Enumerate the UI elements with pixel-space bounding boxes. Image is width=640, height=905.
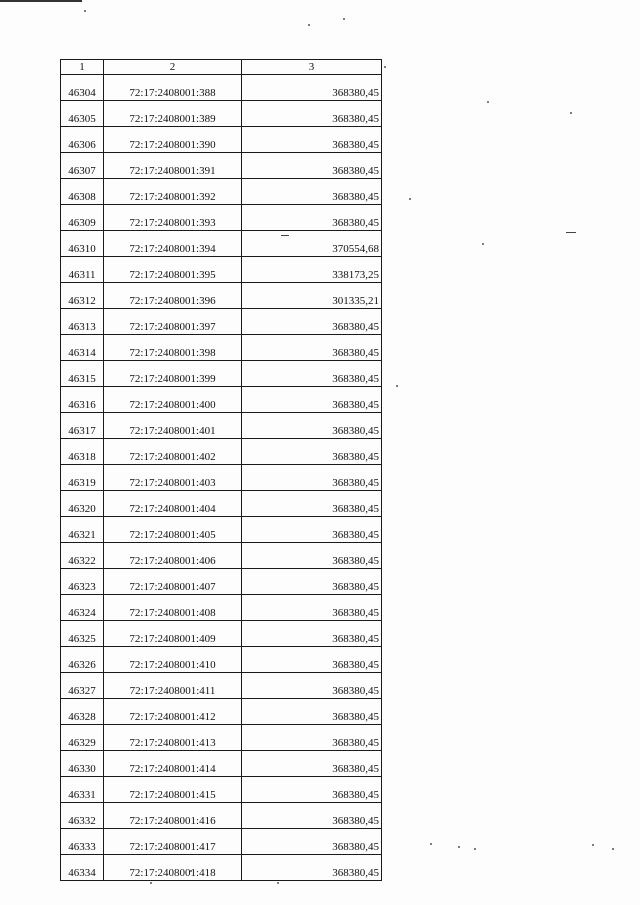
table-row bbox=[61, 465, 382, 491]
scan-speck bbox=[482, 243, 484, 245]
scan-speck bbox=[84, 10, 86, 12]
row-number-cell: 46330 bbox=[61, 751, 104, 777]
table-row bbox=[61, 491, 382, 517]
table-row bbox=[61, 803, 382, 829]
cadastral-number-cell: 72:17:2408001:401 bbox=[104, 413, 242, 439]
table-header-row bbox=[61, 60, 382, 75]
cadastral-value-cell: 368380,45 bbox=[242, 153, 382, 179]
row-number-cell: 46306 bbox=[61, 127, 104, 153]
cadastral-number-cell: 72:17:2408001:411 bbox=[104, 673, 242, 699]
row-number-cell: 46307 bbox=[61, 153, 104, 179]
row-number-cell: 46332 bbox=[61, 803, 104, 829]
table-row bbox=[61, 205, 382, 231]
table-row bbox=[61, 751, 382, 777]
table-row bbox=[61, 101, 382, 127]
cadastral-value-cell: 368380,45 bbox=[242, 517, 382, 543]
row-number-cell: 46310 bbox=[61, 231, 104, 257]
row-number-cell: 46323 bbox=[61, 569, 104, 595]
table-row bbox=[61, 335, 382, 361]
cadastral-number-cell: 72:17:2408001:418 bbox=[104, 855, 242, 881]
scan-speck bbox=[474, 848, 476, 850]
scan-speck bbox=[150, 882, 152, 884]
table-row bbox=[61, 595, 382, 621]
table-row bbox=[61, 517, 382, 543]
cadastral-number-cell: 72:17:2408001:407 bbox=[104, 569, 242, 595]
table-row bbox=[61, 439, 382, 465]
cadastral-value-cell: 368380,45 bbox=[242, 621, 382, 647]
cadastral-number-cell: 72:17:2408001:392 bbox=[104, 179, 242, 205]
scan-speck bbox=[396, 385, 398, 387]
cadastral-number-cell: 72:17:2408001:403 bbox=[104, 465, 242, 491]
scan-speck bbox=[343, 18, 345, 20]
row-number-cell: 46331 bbox=[61, 777, 104, 803]
row-number-cell: 46329 bbox=[61, 725, 104, 751]
cadastral-value-cell: 368380,45 bbox=[242, 699, 382, 725]
cadastral-number-cell: 72:17:2408001:395 bbox=[104, 257, 242, 283]
scan-speck bbox=[458, 846, 460, 848]
table-row bbox=[61, 283, 382, 309]
table-row bbox=[61, 855, 382, 881]
row-number-cell: 46315 bbox=[61, 361, 104, 387]
table-row bbox=[61, 829, 382, 855]
cadastral-value-cell: 368380,45 bbox=[242, 595, 382, 621]
scan-speck bbox=[612, 848, 614, 850]
cadastral-number-cell: 72:17:2408001:402 bbox=[104, 439, 242, 465]
cadastral-number-cell: 72:17:2408001:389 bbox=[104, 101, 242, 127]
cadastral-number-cell: 72:17:2408001:390 bbox=[104, 127, 242, 153]
cadastral-value-cell: 368380,45 bbox=[242, 725, 382, 751]
cadastral-number-cell: 72:17:2408001:394 bbox=[104, 231, 242, 257]
table-row bbox=[61, 179, 382, 205]
table-row bbox=[61, 543, 382, 569]
cadastral-value-cell: 370554,68 bbox=[242, 231, 382, 257]
table-row bbox=[61, 621, 382, 647]
cadastral-number-cell: 72:17:2408001:416 bbox=[104, 803, 242, 829]
row-number-cell: 46314 bbox=[61, 335, 104, 361]
table-row bbox=[61, 725, 382, 751]
header-col-1: 1 bbox=[61, 60, 104, 75]
row-number-cell: 46311 bbox=[61, 257, 104, 283]
table-row bbox=[61, 309, 382, 335]
table-row bbox=[61, 361, 382, 387]
cadastral-value-cell: 368380,45 bbox=[242, 335, 382, 361]
cadastral-number-cell: 72:17:2408001:400 bbox=[104, 387, 242, 413]
table-row bbox=[61, 673, 382, 699]
table-row bbox=[61, 257, 382, 283]
cadastral-number-cell: 72:17:2408001:413 bbox=[104, 725, 242, 751]
row-number-cell: 46304 bbox=[61, 75, 104, 101]
cadastral-value-cell: 368380,45 bbox=[242, 439, 382, 465]
top-edge-rule bbox=[0, 0, 82, 2]
table-row bbox=[61, 75, 382, 101]
row-number-cell: 46312 bbox=[61, 283, 104, 309]
table-row bbox=[61, 413, 382, 439]
cadastral-number-cell: 72:17:2408001:410 bbox=[104, 647, 242, 673]
cadastral-number-cell: 72:17:2408001:399 bbox=[104, 361, 242, 387]
cadastral-number-cell: 72:17:2408001:388 bbox=[104, 75, 242, 101]
cadastral-value-cell: 368380,45 bbox=[242, 179, 382, 205]
cadastral-value-cell: 368380,45 bbox=[242, 491, 382, 517]
cadastral-number-cell: 72:17:2408001:415 bbox=[104, 777, 242, 803]
cadastral-value-cell: 368380,45 bbox=[242, 751, 382, 777]
row-number-cell: 46305 bbox=[61, 101, 104, 127]
cadastral-value-cell: 368380,45 bbox=[242, 101, 382, 127]
cadastral-number-cell: 72:17:2408001:405 bbox=[104, 517, 242, 543]
scan-speck bbox=[592, 844, 594, 846]
scan-speck bbox=[277, 882, 279, 884]
row-number-cell: 46319 bbox=[61, 465, 104, 491]
cadastral-value-cell: 368380,45 bbox=[242, 829, 382, 855]
cadastral-value-cell: 368380,45 bbox=[242, 569, 382, 595]
scan-speck bbox=[570, 112, 572, 114]
row-number-cell: 46308 bbox=[61, 179, 104, 205]
scan-speck bbox=[487, 101, 489, 103]
header-col-2: 2 bbox=[104, 60, 242, 75]
cadastral-value-cell: 368380,45 bbox=[242, 309, 382, 335]
row-number-cell: 46320 bbox=[61, 491, 104, 517]
cadastral-value-cell: 368380,45 bbox=[242, 205, 382, 231]
table-row bbox=[61, 569, 382, 595]
cadastral-value-cell: 368380,45 bbox=[242, 855, 382, 881]
scan-speck bbox=[384, 66, 386, 68]
cadastral-number-cell: 72:17:2408001:406 bbox=[104, 543, 242, 569]
cadastral-value-cell: 301335,21 bbox=[242, 283, 382, 309]
table-row bbox=[61, 153, 382, 179]
table-row bbox=[61, 231, 382, 257]
row-number-cell: 46321 bbox=[61, 517, 104, 543]
row-number-cell: 46324 bbox=[61, 595, 104, 621]
cadastral-value-cell: 368380,45 bbox=[242, 413, 382, 439]
cadastral-value-cell: 368380,45 bbox=[242, 803, 382, 829]
row-number-cell: 46328 bbox=[61, 699, 104, 725]
table-row bbox=[61, 777, 382, 803]
row-number-cell: 46322 bbox=[61, 543, 104, 569]
cadastral-number-cell: 72:17:2408001:404 bbox=[104, 491, 242, 517]
row-number-cell: 46334 bbox=[61, 855, 104, 881]
row-number-cell: 46326 bbox=[61, 647, 104, 673]
cadastral-number-cell: 72:17:2408001:412 bbox=[104, 699, 242, 725]
row-number-cell: 46325 bbox=[61, 621, 104, 647]
row-number-cell: 46309 bbox=[61, 205, 104, 231]
row-number-cell: 46313 bbox=[61, 309, 104, 335]
cadastral-value-cell: 368380,45 bbox=[242, 647, 382, 673]
row-number-cell: 46316 bbox=[61, 387, 104, 413]
scan-speck bbox=[308, 24, 310, 26]
cadastral-number-cell: 72:17:2408001:397 bbox=[104, 309, 242, 335]
table-row bbox=[61, 127, 382, 153]
cadastral-value-cell: 368380,45 bbox=[242, 127, 382, 153]
cadastral-value-cell: 338173,25 bbox=[242, 257, 382, 283]
cadastral-value-table bbox=[60, 59, 382, 881]
cadastral-value-cell: 368380,45 bbox=[242, 543, 382, 569]
scan-speck bbox=[430, 843, 432, 845]
table-row bbox=[61, 387, 382, 413]
cadastral-number-cell: 72:17:2408001:414 bbox=[104, 751, 242, 777]
scan-mark bbox=[566, 232, 576, 233]
row-number-cell: 46318 bbox=[61, 439, 104, 465]
cadastral-number-cell: 72:17:2408001:398 bbox=[104, 335, 242, 361]
scan-speck bbox=[409, 198, 411, 200]
row-number-cell: 46317 bbox=[61, 413, 104, 439]
table-row bbox=[61, 647, 382, 673]
cadastral-number-cell: 72:17:2408001:409 bbox=[104, 621, 242, 647]
cadastral-value-cell: 368380,45 bbox=[242, 361, 382, 387]
cadastral-value-cell: 368380,45 bbox=[242, 465, 382, 491]
table-row bbox=[61, 699, 382, 725]
cadastral-number-cell: 72:17:2408001:417 bbox=[104, 829, 242, 855]
row-number-cell: 46333 bbox=[61, 829, 104, 855]
cadastral-value-cell: 368380,45 bbox=[242, 673, 382, 699]
header-col-3: 3 bbox=[242, 60, 382, 75]
cadastral-number-cell: 72:17:2408001:391 bbox=[104, 153, 242, 179]
cadastral-number-cell: 72:17:2408001:393 bbox=[104, 205, 242, 231]
row-number-cell: 46327 bbox=[61, 673, 104, 699]
cadastral-number-cell: 72:17:2408001:396 bbox=[104, 283, 242, 309]
cadastral-value-cell: 368380,45 bbox=[242, 777, 382, 803]
cadastral-number-cell: 72:17:2408001:408 bbox=[104, 595, 242, 621]
cadastral-value-cell: 368380,45 bbox=[242, 387, 382, 413]
cadastral-value-cell: 368380,45 bbox=[242, 75, 382, 101]
